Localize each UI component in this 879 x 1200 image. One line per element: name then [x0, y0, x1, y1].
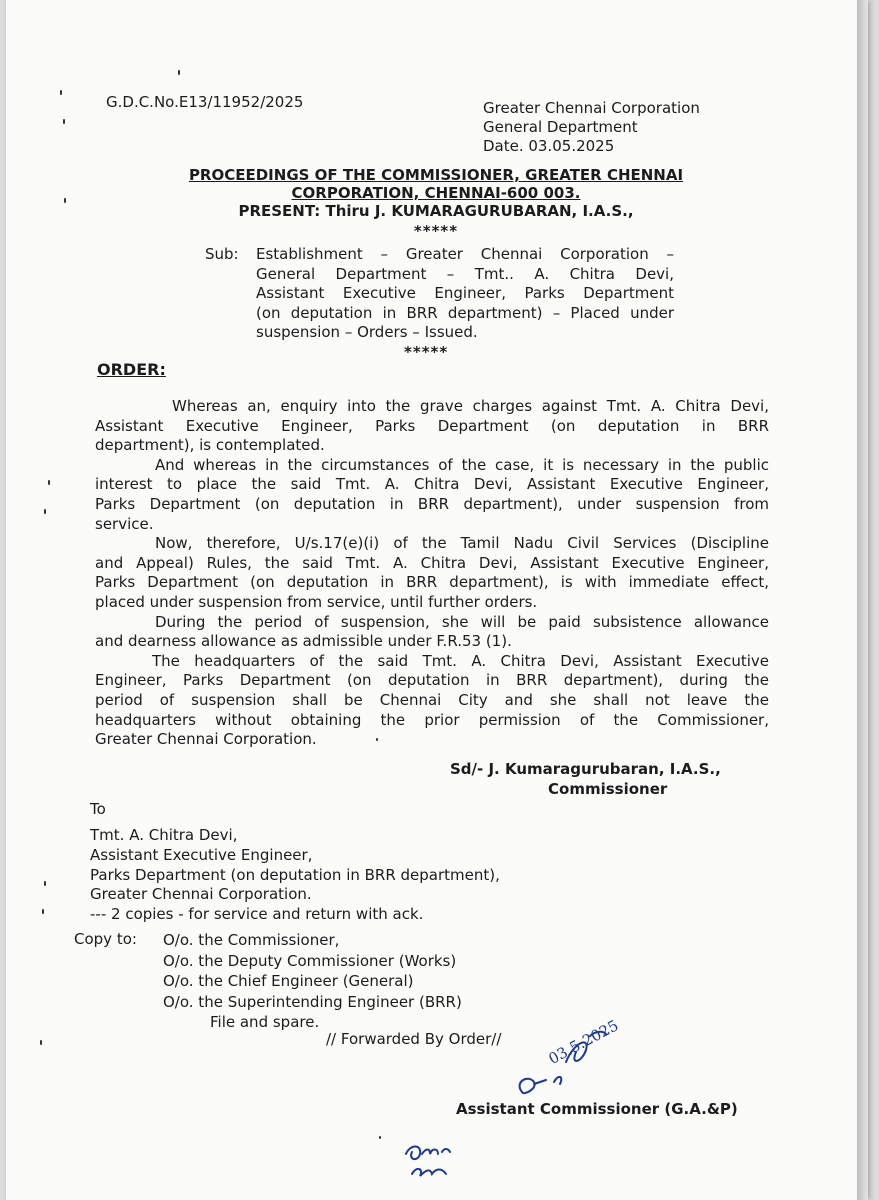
margin-speck [44, 509, 46, 514]
order-line: period of suspension shall be Chennai City and she shall not leave the [95, 690, 769, 709]
order-line: Greater Chennai Corporation. [95, 730, 317, 749]
copy-to-item: O/o. the Deputy Commissioner (Works) [163, 951, 457, 970]
margin-speck [63, 119, 65, 124]
to-line: Assistant Executive Engineer, [90, 845, 313, 864]
order-line: headquarters without obtaining the prior permission of the Commissioner, [95, 710, 769, 729]
bottom-initials-icon [400, 1138, 460, 1188]
margin-speck [40, 1040, 42, 1045]
copy-to-item: O/o. the Chief Engineer (General) [163, 972, 414, 990]
office-org: Greater Chennai Corporation [483, 99, 700, 117]
order-line: and Appeal) Rules, the said Tmt. A. Chitra Devi, Assistant Executive Engineer, [95, 553, 769, 572]
order-line: and dearness allowance as admissible under F.R.53 (1). [95, 632, 512, 651]
to-address [90, 826, 500, 925]
subject-label: Sub: [205, 245, 239, 263]
to-line: Parks Department (on deputation in BRR department), [90, 865, 500, 884]
order-line: And whereas in the circumstances of the case, it is necessary in the public [155, 455, 769, 474]
order-line: service. [95, 514, 154, 533]
subject-line: Establishment – Greater Chennai Corporation – [256, 245, 674, 263]
subject-line: Assistant Executive Engineer, Parks Department [256, 284, 674, 302]
margin-speck [64, 198, 66, 203]
order-line: Parks Department (on deputation in BRR department), under suspension from [95, 494, 769, 513]
margin-speck [60, 90, 62, 95]
forwarded-by-order: // Forwarded By Order// [326, 1030, 502, 1048]
subject-text [256, 245, 674, 343]
order-line: Whereas an, enquiry into the grave charges against Tmt. A. Chitra Devi, [172, 397, 769, 415]
office-address [483, 99, 700, 156]
to-line: Tmt. A. Chitra Devi, [90, 826, 238, 844]
order-line: interest to place the said Tmt. A. Chitra Devi, Assistant Executive Engineer, [95, 475, 769, 494]
subject-line: suspension – Orders – Issued. [256, 323, 478, 341]
to-label: To [90, 800, 106, 818]
office-dept: General Department [483, 118, 638, 136]
order-line: department), is contemplated. [95, 436, 325, 455]
subject-line: (on deputation in BRR department) – Placed under [256, 303, 674, 322]
order-line: Assistant Executive Engineer, Parks Department (on deputation in BRR [95, 416, 769, 435]
to-line: --- 2 copies - for service and return with ack. [90, 905, 424, 924]
copy-to-item: File and spare. [210, 1013, 320, 1031]
order-line: placed under suspension from service, until further orders. [95, 592, 538, 611]
margin-speck [48, 480, 50, 485]
order-line: Parks Department (on deputation in BRR department), is with immediate effect, [95, 573, 769, 592]
order-line: Now, therefore, U/s.17(e)(i) of the Tamil Nadu Civil Services (Discipline [155, 534, 769, 553]
page-edge [857, 0, 868, 1200]
office-date: Date. 03.05.2025 [483, 137, 615, 155]
title-stars: ***** [413, 222, 459, 240]
margin-speck [379, 1136, 381, 1139]
order-line: The headquarters of the said Tmt. A. Chitra Devi, Assistant Executive [152, 651, 769, 670]
margin-speck [376, 738, 378, 741]
footer-signature: Assistant Commissioner (G.A.&P) [456, 1100, 738, 1118]
title-line-1: PROCEEDINGS OF THE COMMISSIONER, GREATER CHENNAI [188, 166, 684, 184]
subject-line: General Department – Tmt.. A. Chitra Devi, [256, 264, 674, 283]
title-line-2: CORPORATION, CHENNAI-600 003. [291, 184, 581, 202]
document-page [6, 0, 868, 1200]
copy-to-label: Copy to: [74, 930, 137, 948]
order-line: Engineer, Parks Department (on deputation in BRR department), during the [95, 671, 769, 690]
copy-to-item: O/o. the Superintending Engineer (BRR) [163, 992, 462, 1011]
to-line: Greater Chennai Corporation. [90, 885, 312, 904]
handwritten-date: 03.5.2025 [545, 1016, 622, 1068]
subject-stars: ***** [404, 343, 449, 361]
reference-number: G.D.C.No.E13/11952/2025 [106, 93, 304, 111]
order-heading: ORDER: [97, 360, 166, 379]
copy-to-list [163, 930, 462, 1033]
margin-speck [178, 70, 180, 75]
order-line: During the period of suspension, she will be paid subsistence allowance [155, 612, 769, 631]
copy-to-item: O/o. the Commissioner, [163, 931, 340, 949]
signatory-designation: Commissioner [548, 780, 668, 798]
present-line: PRESENT: Thiru J. KUMARAGURUBARAN, I.A.S., [238, 202, 634, 220]
order-body [95, 397, 769, 750]
margin-speck [44, 881, 46, 886]
margin-speck [42, 909, 44, 914]
handwritten-initials-icon [494, 1022, 644, 1102]
signatory-name: Sd/- J. Kumaragurubaran, I.A.S., [450, 760, 721, 778]
